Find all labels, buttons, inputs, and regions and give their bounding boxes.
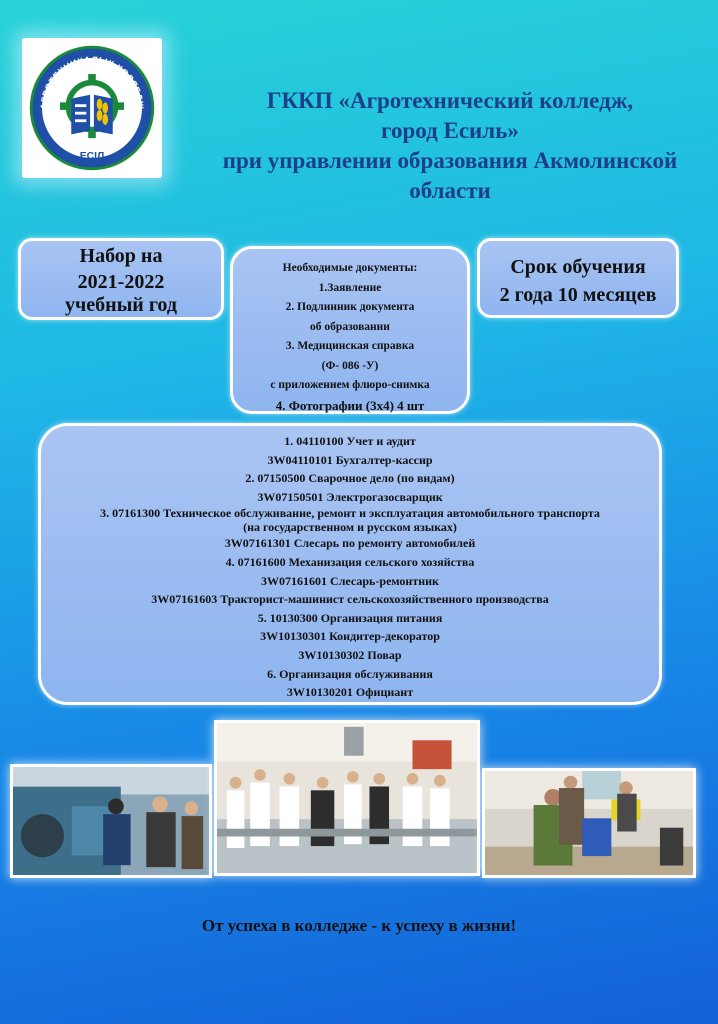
- specialty-item: 3W10130201 Официант: [286, 685, 414, 700]
- document-item: 1.Заявление: [318, 281, 382, 294]
- document-item: об образовании: [310, 320, 390, 333]
- cooking-photo-icon: [217, 723, 477, 873]
- specialty-item: 3W07161601 Слесарь-ремонтник: [261, 573, 439, 588]
- college-logo: [22, 38, 162, 178]
- logo-bottom-text: ЕСІЛ: [79, 150, 105, 162]
- page-title: [200, 86, 700, 206]
- photo-welding-lab: [482, 768, 696, 878]
- title-line-3: при управлении образования Акмолинской: [222, 148, 678, 173]
- term-line-1: Срок обучения: [510, 256, 646, 278]
- recruitment-line-3: учебный год: [65, 294, 177, 316]
- specialty-item: 3W07161603 Тракторист-машинист сельскохозяйственного производства: [151, 592, 549, 607]
- specialty-item: 1. 04110100 Учет и аудит: [284, 434, 416, 448]
- document-item: (Ф- 086 -У): [321, 359, 379, 372]
- recruitment-line-1: Набор на: [79, 245, 163, 267]
- photo-cooking-class: [214, 720, 480, 876]
- specialty-item: 3. 07161300 Техническое обслуживание, ремонт и эксплуатация автомобильного транспорта: [100, 506, 600, 521]
- title-line-4: области: [409, 178, 491, 203]
- specialty-item: 3W07150501 Электрогазосварщик: [257, 489, 443, 504]
- college-emblem-icon: [26, 42, 158, 174]
- recruitment-line-2: 2021-2022: [77, 271, 165, 293]
- document-item: 4. Фотографии (3х4) 4 шт: [275, 397, 425, 413]
- specialties-card: [38, 423, 662, 705]
- specialty-item: 6. Организация обслуживания: [267, 666, 433, 681]
- document-item: 2. Подлинник документа: [285, 301, 415, 313]
- specialty-item: 5. 10130300 Организация питания: [257, 610, 443, 625]
- study-term-card: [477, 238, 679, 318]
- slogan: От успеха в колледже - к успеху в жизни!: [201, 916, 517, 935]
- specialty-item: 2. 07150500 Сварочное дело (по видам): [245, 471, 455, 486]
- documents-card: [230, 246, 470, 414]
- welding-photo-icon: [485, 771, 693, 875]
- logo-top-text: АГРОТЕХНИКАЛЫҚ КОЛЛЕДЖ: [38, 54, 146, 110]
- document-item: с приложением флюро-снимка: [270, 379, 430, 391]
- specialty-item: 3W07161301 Слесарь по ремонту автомобилей: [224, 536, 476, 551]
- term-line-2: 2 года 10 месяцев: [499, 284, 657, 306]
- specialty-item: 3W10130301 Кондитер-декоратор: [260, 629, 440, 644]
- title-line-2: город Есиль»: [381, 118, 519, 143]
- specialty-item: 3W10130302 Повар: [298, 647, 402, 662]
- photo-workshop-tractor: [10, 764, 212, 878]
- title-line-1: ГККП «Агротехнический колледж,: [266, 88, 634, 113]
- specialty-item: (на государственном и русском языках): [243, 520, 457, 535]
- recruitment-card: [18, 238, 224, 320]
- specialty-item: 3W04110101 Бухгалтер-кассир: [267, 452, 433, 467]
- workshop-photo-icon: [13, 767, 209, 875]
- document-item: 3. Медицинская справка: [285, 340, 415, 352]
- specialty-item: 4. 07161600 Механизация сельского хозяйства: [225, 554, 475, 569]
- documents-title: Необходимые документы:: [282, 262, 418, 274]
